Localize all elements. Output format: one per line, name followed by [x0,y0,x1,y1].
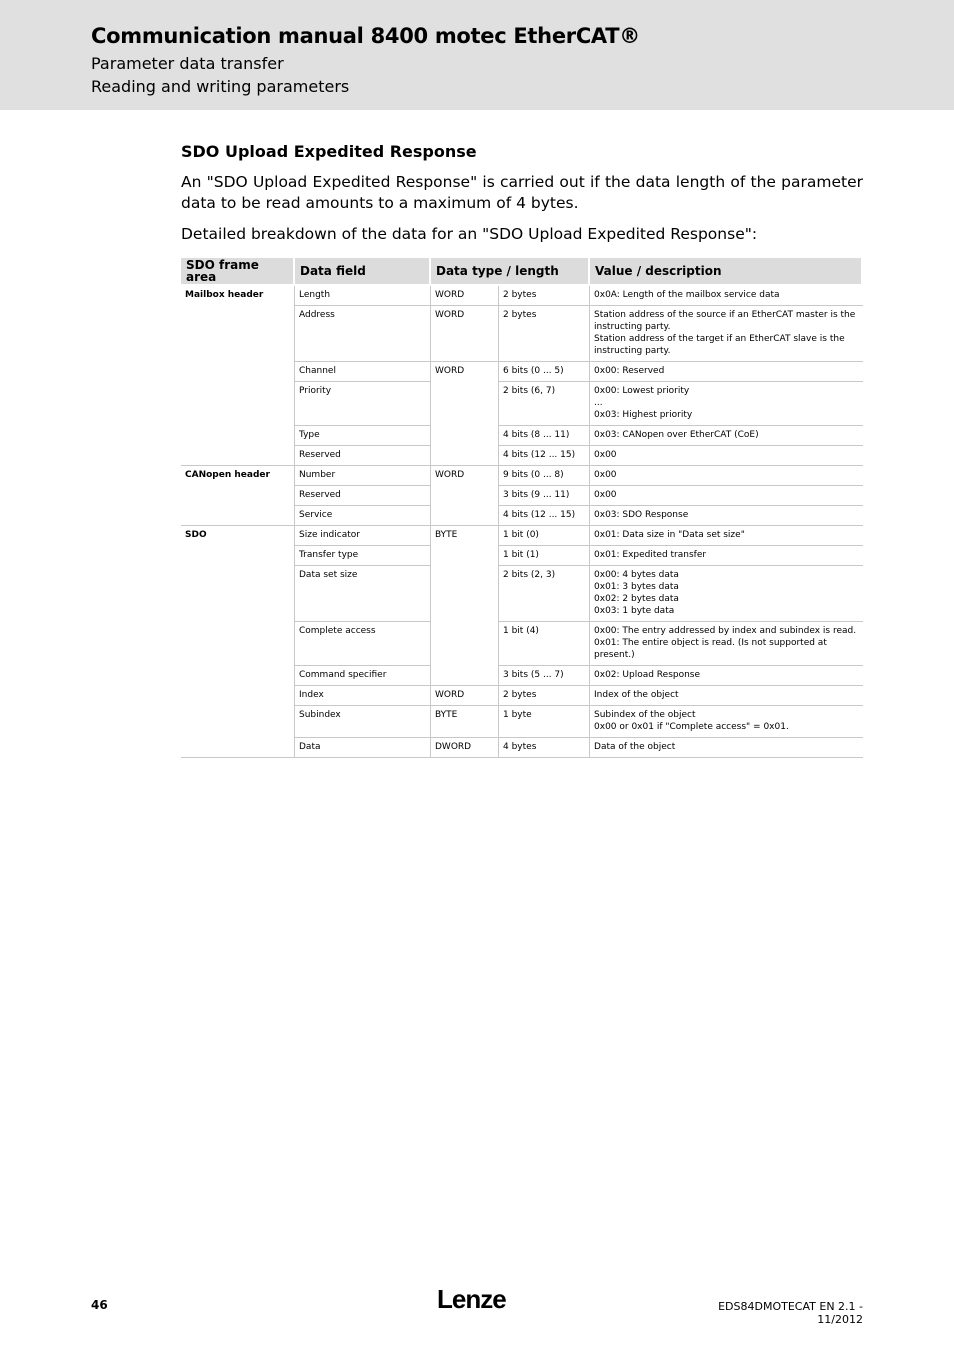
header-sdo-frame-area: SDO frame area [181,258,295,286]
table-row [181,466,863,486]
data-field-cell: Channel [295,362,431,382]
frame-area-cell: Mailbox header [181,286,295,466]
length-cell: 3 bits (9 ... 11) [499,486,590,506]
data-field-cell: Size indicator [295,526,431,546]
length-cell: 4 bits (12 ... 15) [499,506,590,526]
section-path: Reading and writing parameters [91,77,350,96]
data-type-cell: WORD [431,686,499,706]
table-row [181,526,863,546]
page-header [0,0,954,110]
description-cell: Subindex of the object 0x00 or 0x01 if "Complete access" = 0x01. [590,706,863,738]
data-field-cell: Data [295,738,431,758]
description-cell: 0x02: Upload Response [590,666,863,686]
data-type-cell: WORD [431,362,499,466]
data-type-cell: BYTE [431,706,499,738]
chapter-title: Parameter data transfer [91,54,284,73]
page-number: 46 [91,1298,108,1312]
data-field-cell: Priority [295,382,431,426]
length-cell: 2 bytes [499,686,590,706]
data-type-cell: WORD [431,306,499,362]
data-field-cell: Length [295,286,431,306]
data-field-cell: Service [295,506,431,526]
length-cell: 1 bit (0) [499,526,590,546]
description-cell: 0x00: The entry addressed by index and subindex is read. 0x01: The entire object is read. (Is not supported at present.) [590,622,863,666]
length-cell: 2 bytes [499,286,590,306]
data-field-cell: Command specifier [295,666,431,686]
data-field-cell: Address [295,306,431,362]
section-heading: SDO Upload Expedited Response [181,142,477,161]
data-field-cell: Reserved [295,486,431,506]
description-cell: Station address of the source if an EtherCAT master is the instructing party. Station address of the target if an EtherCAT slave is the instructing party. [590,306,863,362]
intro-paragraph: An "SDO Upload Expedited Response" is carried out if the data length of the parameter data to be read amounts to a maximum of 4 bytes. [181,173,863,212]
table-row [181,286,863,306]
length-cell: 2 bytes [499,306,590,362]
description-cell: 0x00 [590,446,863,466]
length-cell: 1 bit (1) [499,546,590,566]
lenze-logo: Lenze [437,1284,506,1314]
data-field-cell: Number [295,466,431,486]
description-cell: 0x00: Lowest priority ... 0x03: Highest priority [590,382,863,426]
length-cell: 4 bits (8 ... 11) [499,426,590,446]
length-cell: 2 bits (2, 3) [499,566,590,622]
length-cell: 4 bits (12 ... 15) [499,446,590,466]
description-cell: Data of the object [590,738,863,758]
data-type-cell: WORD [431,466,499,526]
data-field-cell: Data set size [295,566,431,622]
length-cell: 1 byte [499,706,590,738]
data-field-cell: Index [295,686,431,706]
description-cell: 0x00 [590,466,863,486]
data-field-cell: Reserved [295,446,431,466]
data-type-cell: DWORD [431,738,499,758]
frame-area-cell: CANopen header [181,466,295,526]
description-cell: 0x00: Reserved [590,362,863,382]
description-cell: Index of the object [590,686,863,706]
data-type-cell: BYTE [431,526,499,686]
length-cell: 9 bits (0 ... 8) [499,466,590,486]
breakdown-paragraph: Detailed breakdown of the data for an "SDO Upload Expedited Response": [181,225,758,243]
data-field-cell: Transfer type [295,546,431,566]
length-cell: 6 bits (0 ... 5) [499,362,590,382]
header-data-type-length: Data type / length [431,258,590,286]
data-type-cell: WORD [431,286,499,306]
description-cell: 0x0A: Length of the mailbox service data [590,286,863,306]
description-cell: 0x03: CANopen over EtherCAT (CoE) [590,426,863,446]
header-value-description: Value / description [590,258,863,286]
description-cell: 0x00 [590,486,863,506]
document-title: Communication manual 8400 motec EtherCAT® [91,24,640,48]
length-cell: 3 bits (5 ... 7) [499,666,590,686]
description-cell: 0x01: Expedited transfer [590,546,863,566]
data-field-cell: Type [295,426,431,446]
table-header-row [181,258,863,286]
sdo-response-table [181,258,863,758]
frame-area-cell: SDO [181,526,295,758]
description-cell: 0x03: SDO Response [590,506,863,526]
length-cell: 1 bit (4) [499,622,590,666]
data-field-cell: Complete access [295,622,431,666]
length-cell: 2 bits (6, 7) [499,382,590,426]
data-field-cell: Subindex [295,706,431,738]
description-cell: 0x00: 4 bytes data 0x01: 3 bytes data 0x02: 2 bytes data 0x03: 1 byte data [590,566,863,622]
description-cell: 0x01: Data size in "Data set size" [590,526,863,546]
document-id: EDS84DMOTECAT EN 2.1 - 11/2012 [718,1300,863,1326]
header-data-field: Data field [295,258,431,286]
length-cell: 4 bytes [499,738,590,758]
